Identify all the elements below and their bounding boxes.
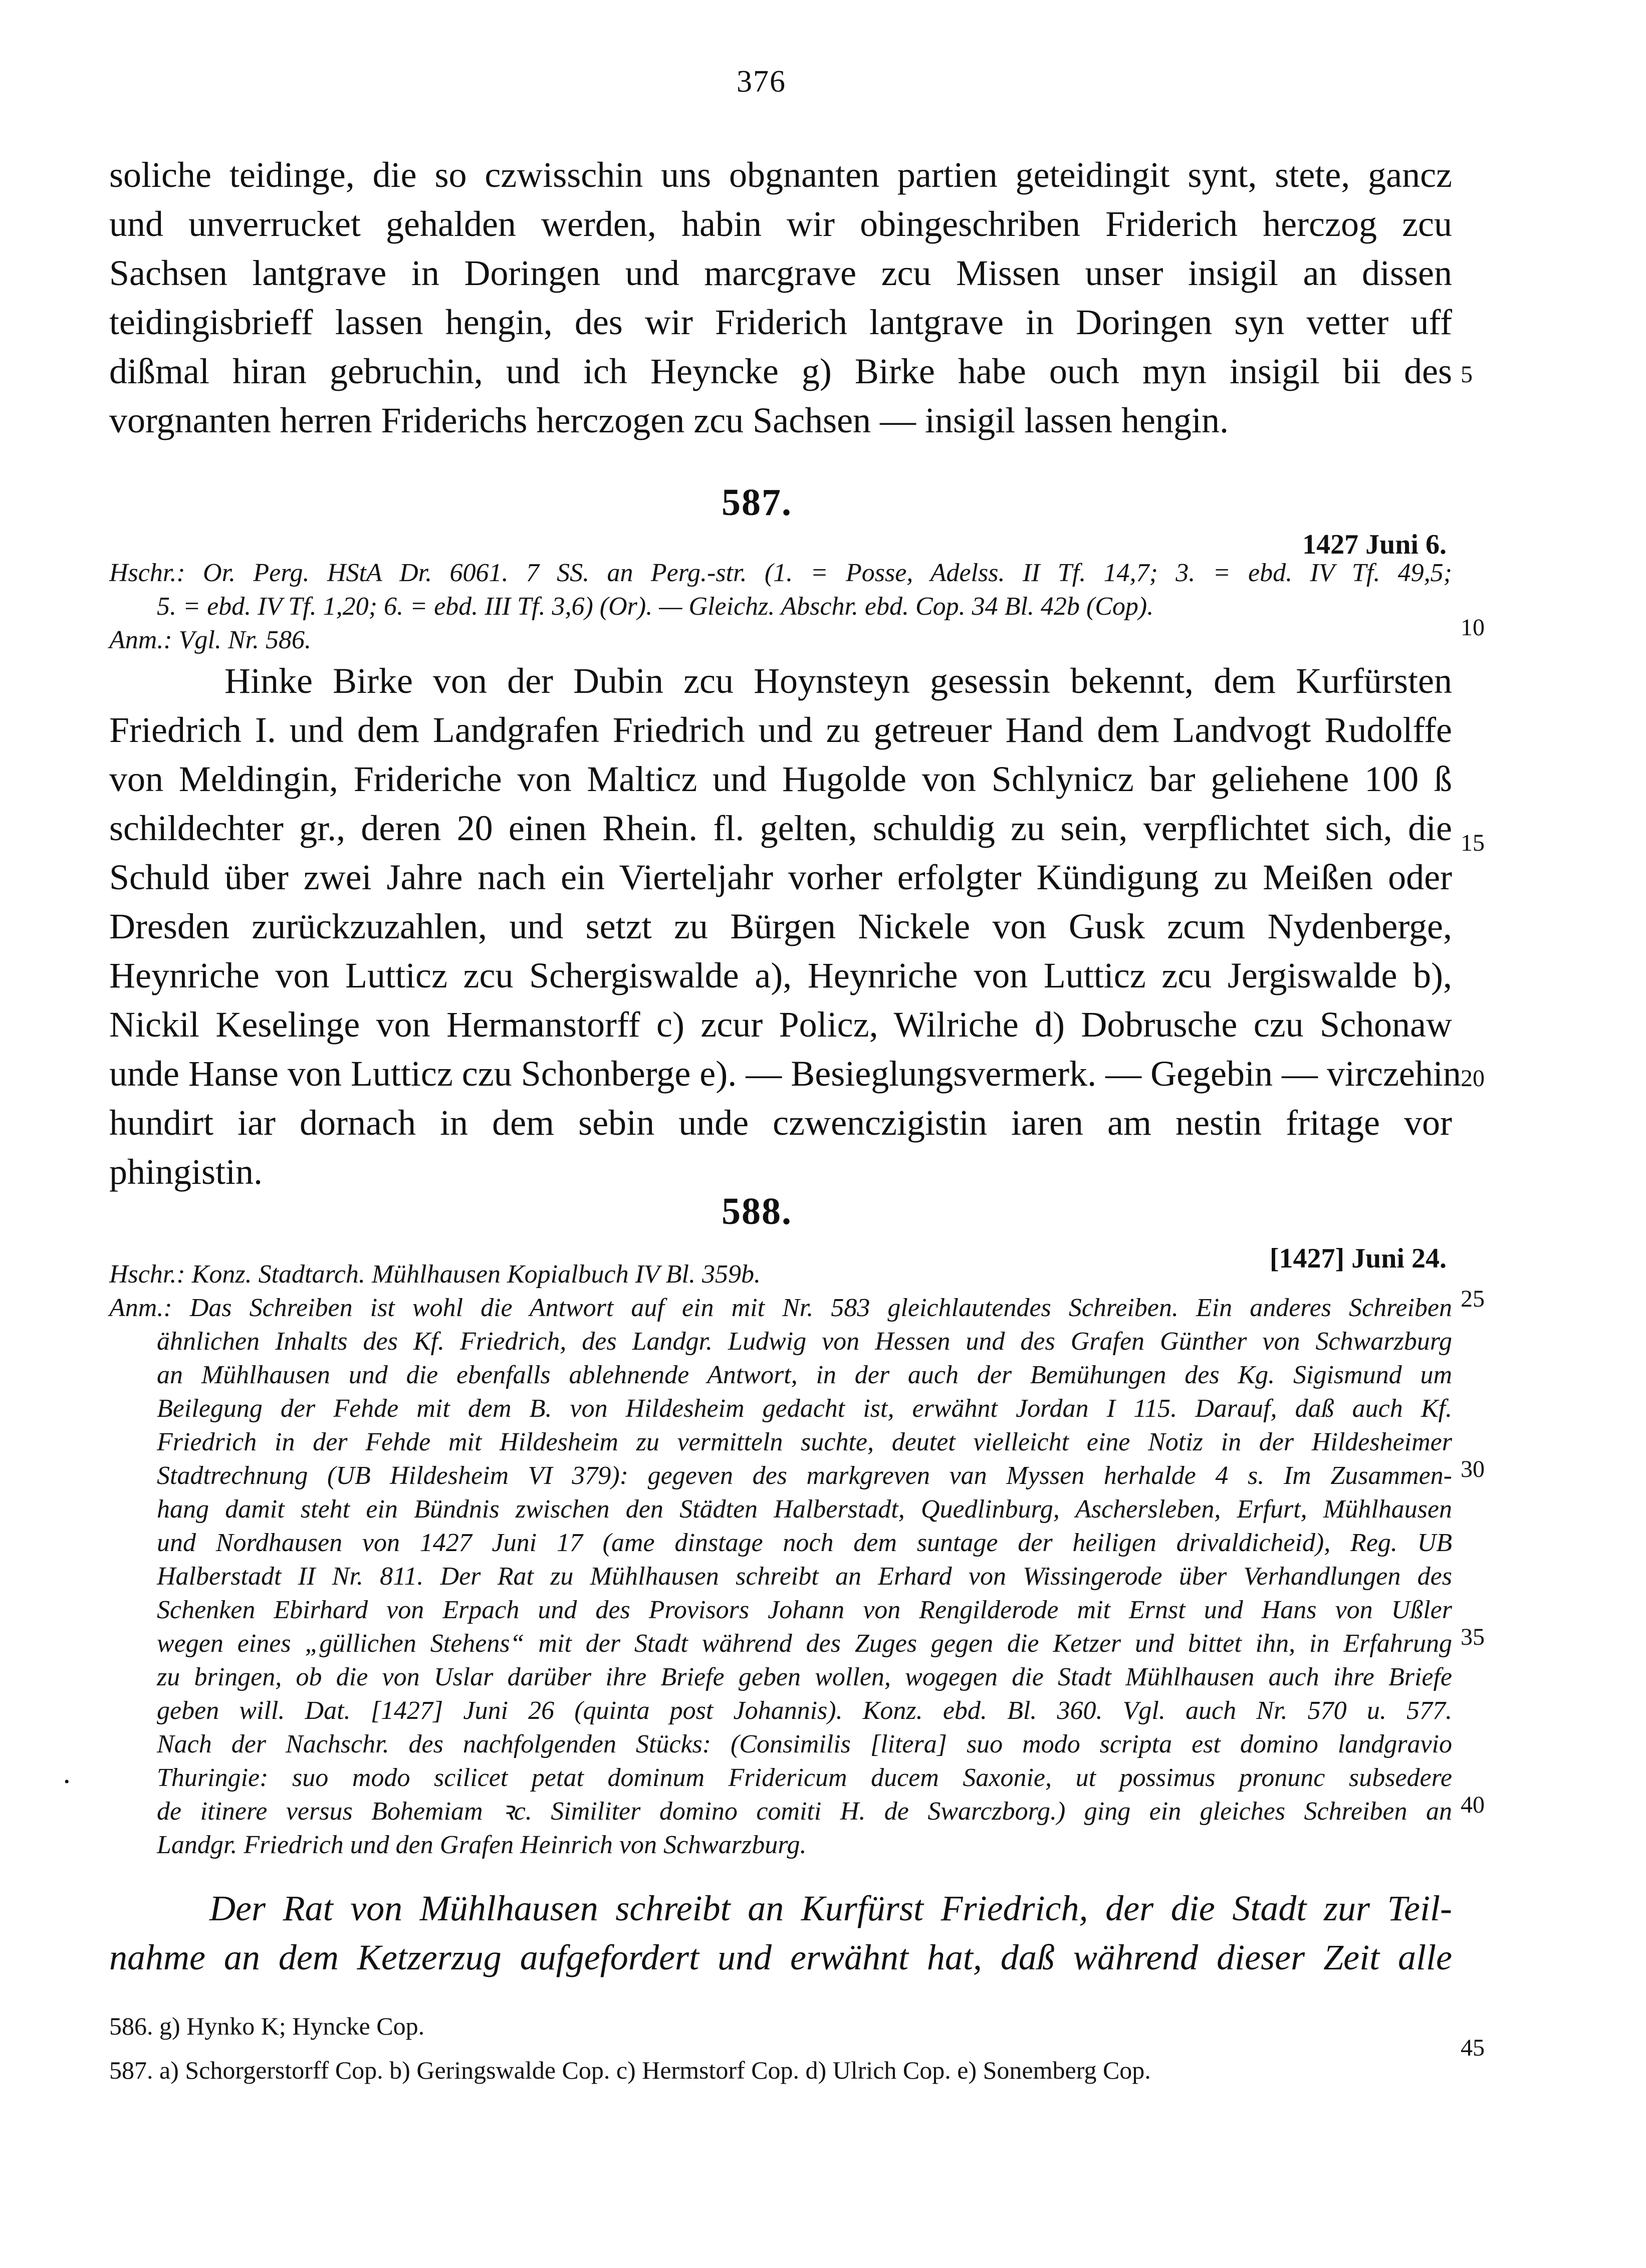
apparatus-line: Thuringie: suo modo scilicet petat dominum Fridericum ducem Saxonie, ut possimus pronunc subsedere bbox=[157, 1763, 1452, 1792]
apparatus-line: hang damit steht ein Bündnis zwischen den Städten Halberstadt, Quedlinburg, Aschersleben, Erfurt, Mühlhausen bbox=[157, 1495, 1452, 1524]
intro-line: dißmal hiran gebruchin, und ich Heyncke g) Birke habe ouch myn insigil bii des bbox=[109, 351, 1452, 391]
apparatus-line: und Nordhausen von 1427 Juni 17 (ame dinstage noch dem suntage der heiligen drivaldicheid), Reg. UB bbox=[157, 1529, 1452, 1557]
text-line: Heynriche von Lutticz zcu Schergiswalde a), Heynriche von Lutticz zcu Jergiswalde b), bbox=[109, 955, 1452, 995]
text-588 bbox=[109, 1884, 1452, 1982]
text-line: Nickil Keselinge von Hermanstorff c) zcur Policz, Wilriche d) Dobrusche czu Schonaw bbox=[109, 1004, 1452, 1045]
margin-line-number: 30 bbox=[1461, 1456, 1485, 1482]
apparatus-line: Halberstadt II Nr. 811. Der Rat zu Mühlhausen schreibt an Erhard von Wissingerode über Verhandlungen des bbox=[157, 1562, 1452, 1591]
margin-line-number: 20 bbox=[1461, 1065, 1485, 1092]
doc-number-588: 588. bbox=[722, 1190, 792, 1232]
apparatus-line: de itinere versus Bohemiam ꝛc. Similiter domino comiti H. de Swarczborg.) ging ein gleiches Schreiben an bbox=[157, 1797, 1452, 1826]
apparatus-587 bbox=[109, 556, 1452, 657]
text-line: hundirt iar dornach in dem sebin unde czwenczigistin iaren am nestin fritage vor bbox=[109, 1103, 1452, 1143]
apparatus-line: Schenken Ebirhard von Erpach und des Provisors Johann von Rengilderode mit Ernst und Hans von Ußler bbox=[157, 1596, 1452, 1624]
intro-paragraph bbox=[109, 150, 1452, 445]
margin-line-number: 25 bbox=[1461, 1286, 1485, 1312]
margin-line-number: 35 bbox=[1461, 1624, 1485, 1650]
intro-line: vorgnanten herren Friderichs herczogen zcu Sachsen — insigil lassen hengin. bbox=[109, 400, 1229, 440]
apparatus-line: Nach der Nachschr. des nachfolgenden Stücks: (Consimilis [litera] suo modo scripta est domino landgravio bbox=[157, 1730, 1452, 1758]
doc-date-587: 1427 Juni 6. bbox=[1302, 529, 1447, 560]
apparatus-line: Landgr. Friedrich und den Grafen Heinrich von Schwarzburg. bbox=[157, 1831, 807, 1859]
text-line: Schuld über zwei Jahre nach ein Vierteljahr vorher erfolgter Kündigung zu Meißen oder bbox=[109, 857, 1452, 897]
apparatus-line: Hschr.: Konz. Stadtarch. Mühlhausen Kopialbuch IV Bl. 359b. bbox=[109, 1260, 761, 1289]
text-line: Friedrich I. und dem Landgrafen Friedrich und zu getreuer Hand dem Landvogt Rudolffe bbox=[109, 710, 1452, 750]
footnotes bbox=[109, 2004, 1437, 2092]
apparatus-line: Stadtrechnung (UB Hildesheim VI 379): gegeven des markgreven van Myssen herhalde 4 s. Im Zusammen- bbox=[157, 1461, 1452, 1490]
apparatus-line: Beilegung der Fehde mit dem B. von Hildesheim gedacht ist, erwähnt Jordan I 115. Darauf, daß auch Kf. bbox=[157, 1394, 1452, 1423]
intro-line: Sachsen lantgrave in Doringen und marcgrave zcu Missen unser insigil an dissen bbox=[109, 253, 1452, 293]
footnote-line: 586. g) Hynko K; Hyncke Cop. bbox=[109, 2012, 425, 2040]
apparatus-line: zu bringen, ob die von Uslar darüber ihre Briefe geben wollen, wogegen die Stadt Mühlhausen auch ihre Briefe bbox=[157, 1663, 1452, 1691]
apparatus-588 bbox=[109, 1257, 1452, 1862]
apparatus-line: Anm.: Das Schreiben ist wohl die Antwort auf ein mit Nr. 583 gleichlautendes Schreiben. Ein anderes Schreiben bbox=[109, 1294, 1452, 1322]
intro-line: teidingisbrieff lassen hengin, des wir Friderich lantgrave in Doringen syn vetter uff bbox=[109, 302, 1452, 342]
apparatus-line: Hschr.: Or. Perg. HStA Dr. 6061. 7 SS. an Perg.-str. (1. = Posse, Adelss. II Tf. 14,7; 3. = ebd. IV Tf. 49,5; bbox=[109, 559, 1452, 587]
text-line: unde Hanse von Lutticz czu Schonberge e). — Besieglungsvermerk. — Gegebin — virczehin bbox=[109, 1054, 1461, 1094]
margin-line-number: 5 bbox=[1461, 361, 1473, 388]
apparatus-line: ähnlichen Inhalts des Kf. Friedrich, des Landgr. Ludwig von Hessen und des Grafen Günther von Schwarzburg bbox=[157, 1327, 1452, 1356]
text-587 bbox=[109, 656, 1461, 1196]
text-line: schildechter gr., deren 20 einen Rhein. fl. gelten, schuldig zu sein, verpflichtet sich, die bbox=[109, 808, 1452, 848]
intro-line: soliche teidinge, die so czwisschin uns obgnanten partien geteidingit synt, stete, gancz bbox=[109, 155, 1452, 195]
text-line: Dresden zurückzuzahlen, und setzt zu Bürgen Nickele von Gusk zcum Nydenberge, bbox=[109, 906, 1452, 946]
apparatus-line: Friedrich in der Fehde mit Hildesheim zu vermitteln suchte, deutet vielleicht eine Notiz in der Hildesheimer bbox=[157, 1428, 1452, 1456]
apparatus-line: Anm.: Vgl. Nr. 586. bbox=[109, 626, 311, 654]
text-line: Hinke Birke von der Dubin zcu Hoynsteyn gesessin bekennt, dem Kurfürsten bbox=[224, 661, 1452, 701]
text-line: nahme an dem Ketzerzug aufgefordert und erwähnt hat, daß während dieser Zeit alle bbox=[109, 1937, 1452, 1977]
doc-number-587: 587. bbox=[722, 481, 792, 524]
margin-line-number: 15 bbox=[1461, 830, 1485, 856]
text-line: von Meldingin, Frideriche von Malticz und Hugolde von Schlynicz bar geliehene 100 ß bbox=[109, 759, 1452, 799]
intro-line: und unverrucket gehalden werden, habin wir obingeschriben Friderich herczog zcu bbox=[109, 204, 1452, 244]
apparatus-line: 5. = ebd. IV Tf. 1,20; 6. = ebd. III Tf. 3,6) (Or). — Gleichz. Abschr. ebd. Cop. 34 Bl. 42b (Cop). bbox=[157, 592, 1154, 621]
margin-line-number: 10 bbox=[1461, 614, 1485, 641]
doc-date-588: [1427] Juni 24. bbox=[1269, 1243, 1447, 1274]
footnote-line: 587. a) Schorgerstorff Cop. b) Geringswalde Cop. c) Hermstorf Cop. d) Ulrich Cop. e) Sonemberg Cop. bbox=[109, 2056, 1151, 2084]
page-number: 376 bbox=[737, 65, 786, 99]
text-line: Der Rat von Mühlhausen schreibt an Kurfürst Friedrich, der die Stadt zur Teil- bbox=[209, 1888, 1452, 1928]
apparatus-line: wegen eines „güllichen Stehens“ mit der Stadt während des Zuges gegen die Ketzer und bittet ihn, in Erfahrung bbox=[157, 1629, 1452, 1658]
margin-line-number: 45 bbox=[1461, 2035, 1485, 2061]
apparatus-line: an Mühlhausen und die ebenfalls ablehnende Antwort, in der auch der Bemühungen des Kg. Sigismund um bbox=[157, 1361, 1452, 1389]
apparatus-line: geben will. Dat. [1427] Juni 26 (quinta post Johannis). Konz. ebd. Bl. 360. Vgl. auch Nr. 570 u. 577. bbox=[157, 1696, 1452, 1725]
text-line: phingistin. bbox=[109, 1152, 263, 1192]
margin-line-number: 40 bbox=[1461, 1792, 1485, 1818]
margin-dot: • bbox=[64, 1774, 70, 1790]
